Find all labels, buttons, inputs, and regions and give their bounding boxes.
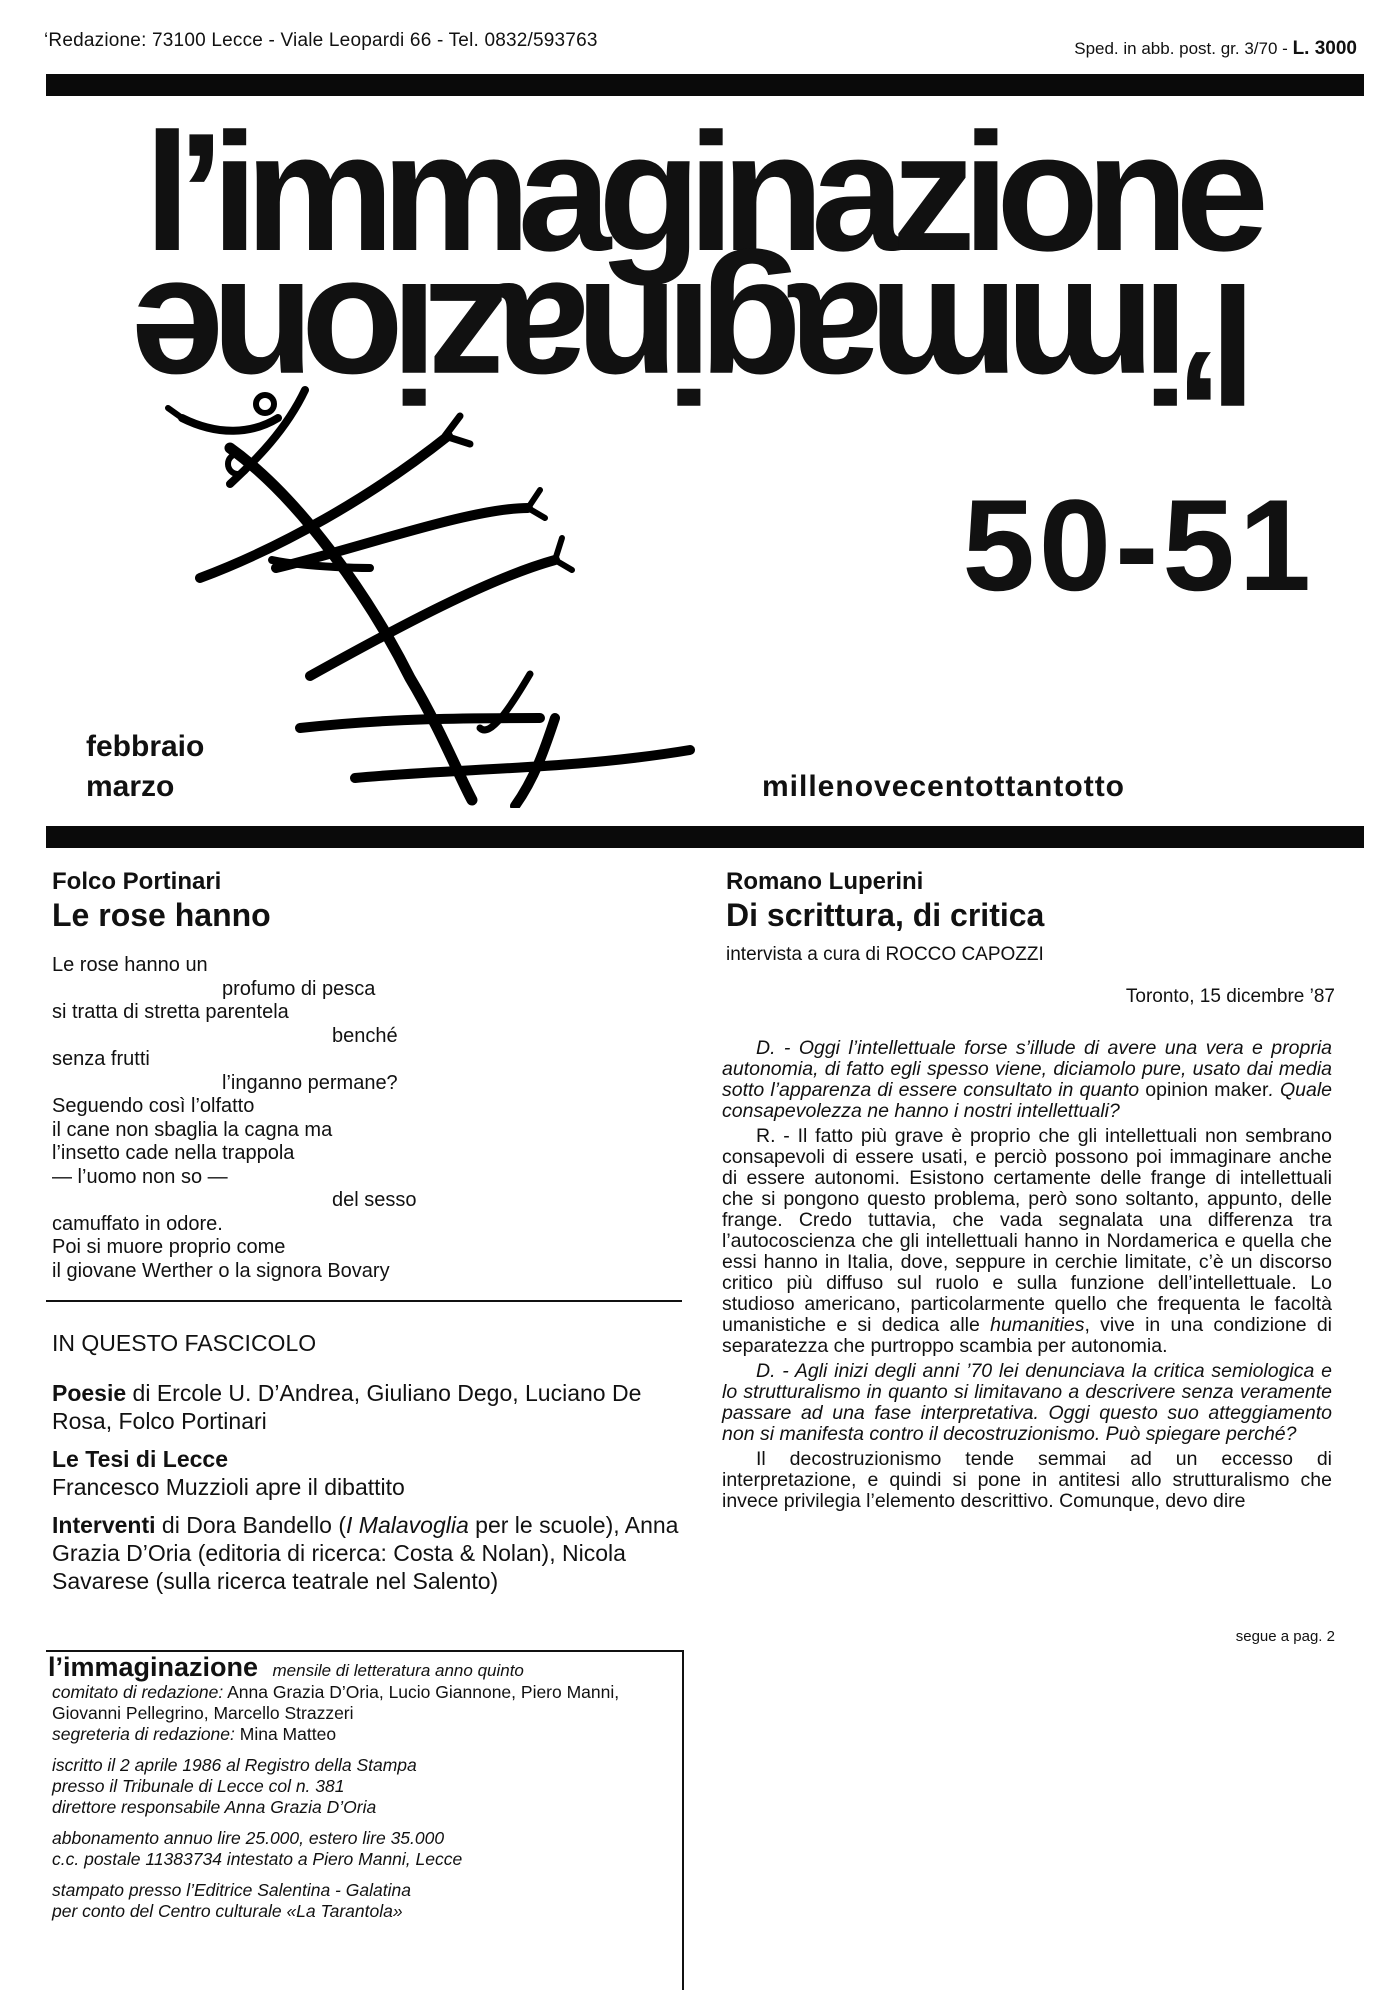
colophon-registro [52, 1755, 692, 1818]
issue-number: 50-51 [962, 472, 1315, 618]
poem-line: del sesso [332, 1189, 417, 1211]
interview-subtitle: intervista a cura di ROCCO CAPOZZI [726, 944, 1044, 965]
colophon-tagline: mensile di letteratura anno quinto [272, 1661, 524, 1680]
month-1: febbraio [86, 730, 205, 763]
top-rule [46, 74, 1364, 96]
abbonamento-line-2: c.c. postale 11383734 intestato a Piero Manni, Lecce [52, 1849, 463, 1869]
registro-line-3: direttore responsabile Anna Grazia D’Oria [52, 1797, 377, 1817]
registro-line-2: presso il Tribunale di Lecce col n. 381 [52, 1776, 345, 1796]
interventi-text-b: per le scuole), Anna Grazia D’Oria (editoria di ricerca: Costa & Nolan), Nicola Savarese (sulla ricerca teatrale nel Salento) [52, 1512, 679, 1594]
contents-heading: IN QUESTO FASCICOLO [52, 1330, 317, 1356]
poesie-label: Poesie [52, 1380, 127, 1406]
poesie-text: di Ercole U. D’Andrea, Giuliano Dego, Luciano De Rosa, Folco Portinari [52, 1380, 642, 1434]
editorial-address: ‘Redazione: 73100 Lecce - Viale Leopardi 66 - Tel. 0832/593763 [44, 30, 598, 51]
segreteria-text: Mina Matteo [239, 1724, 337, 1744]
poem-title: Le rose hanno [52, 897, 271, 933]
question-1-b: . Quale consapevolezza ne hanno i nostri intellettuali? [722, 1079, 1332, 1122]
answer-1-a: R. - Il fatto più grave è proprio che gli intellettuali non sembrano consapevoli di essere usati, e perciò possono poi immaginare anche di essere autonomi. Esistono certamente delle frange di intellettuali che si pongono questo problema, però sono soltanto, appunto, delle frange. Credo tuttavia, che vada segnalata una differenza tra l’autocoscienza che gli intellettuali hanno in Nordamerica e quella che essi hanno in Italia, dove, seppure in cerchie limitate, c’è un discorso critico più diffuso sul ruolo e sulla funzione dell’intellettuale. Lo studioso americano, particolarmente quello che frequenta le facoltà umanistiche e si dedica alle [722, 1125, 1332, 1336]
poem-line: si tratta di stretta parentela [52, 1001, 289, 1023]
poem-line: Seguendo così l’olfatto [52, 1095, 255, 1117]
poem-line: il cane non sbaglia la cagna ma [52, 1118, 333, 1141]
masthead-title-mirrored: l’immaginazione [144, 248, 1256, 436]
interview-title: Di scrittura, di critica [726, 897, 1045, 933]
registro-line-1: iscritto il 2 aprile 1986 al Registro della Stampa [52, 1755, 417, 1775]
poem-line: — l’uomo non so — [52, 1165, 228, 1188]
abbonamento-line-1: abbonamento annuo lire 25.000, estero lire 35.000 [52, 1828, 445, 1848]
contents-poesie [52, 1379, 692, 1435]
poem-line: benché [332, 1024, 398, 1047]
poem-line: Le rose hanno un [52, 954, 208, 976]
divider-rule [46, 1300, 682, 1302]
poem-line: Poi si muore proprio come [52, 1236, 286, 1258]
answer-1 [722, 1126, 1332, 1357]
tesi-label: Le Tesi di Lecce [52, 1446, 228, 1472]
question-1 [722, 1038, 1332, 1122]
question-1-plain: opinion maker [1145, 1079, 1269, 1101]
question-1-a: D. - Oggi l’intellettuale forse s’illude di avere una vera e propria autonomia, di fatto egli spesso viene, diciamolo pure, usato dai media sotto l’apparenza di essere consultato in quanto [722, 1037, 1332, 1101]
poem-line: camuffato in odore. [52, 1212, 223, 1235]
masthead-title: l’immaginazione [144, 98, 1256, 286]
stampa-line-2: per conto del Centro culturale «La Tarantola» [52, 1901, 403, 1921]
interventi-label: Interventi [52, 1512, 156, 1538]
interview-body [722, 1038, 1332, 1516]
contents-tesi [52, 1445, 692, 1501]
poem-author: Folco Portinari [52, 868, 222, 895]
answer-1-italic: humanities [990, 1314, 1085, 1336]
poem-line: l’insetto cade nella trappola [52, 1142, 295, 1164]
poem-line: l’inganno permane? [222, 1071, 398, 1094]
continued-note: segue a pag. 2 [1235, 1628, 1335, 1645]
colophon-abbonamento [52, 1828, 692, 1870]
month-2: marzo [86, 770, 175, 803]
colophon-body [52, 1682, 692, 1932]
segreteria-label: segreteria di redazione: [52, 1724, 235, 1744]
figure-eye-1 [256, 395, 274, 413]
question-2: D. - Agli inizi degli anni ’70 lei denunciava la critica semiologica e lo strutturalismo in quanto si limitavano a descrivere senza veramente passare ad una fase interpretativa. Oggi questo suo atteggiamento non si manifesta contro il decostruzionismo. Può spiegare perché? [722, 1360, 1332, 1445]
poem-line: il giovane Werther o la signora Bovary [52, 1259, 390, 1282]
comitato-text: Anna Grazia D’Oria, Lucio Giannone, Piero Manni, Giovanni Pellegrino, Marcello Strazzeri [52, 1682, 620, 1723]
answer-2: Il decostruzionismo tende semmai ad un eccesso di interpretazione, e quindi si pone in antitesi allo strutturalismo che invece privilegia l’elemento descrittivo. Comunque, devo dire [722, 1448, 1332, 1512]
postage-info [1074, 38, 1357, 60]
colophon-stampa [52, 1880, 692, 1922]
interview-dateline: Toronto, 15 dicembre ’87 [1125, 986, 1335, 1007]
stampa-line-1: stampato presso l’Editrice Salentina - Galatina [52, 1880, 411, 1900]
answer-1-b: , vive in una condizione di separatezza che purtroppo scambia per autonomia. [722, 1314, 1333, 1357]
interventi-italic: I Malavoglia [346, 1512, 469, 1538]
masthead-bottom-rule [46, 826, 1364, 848]
colophon-title: l’immaginazione [48, 1652, 259, 1682]
contents-box [52, 1330, 692, 1605]
year-text: millenovecentottantotto [762, 770, 1126, 803]
tesi-text: Francesco Muzzioli apre il dibattito [52, 1474, 405, 1500]
contents-interventi [52, 1511, 692, 1595]
colophon-title-line [48, 1652, 688, 1683]
poem-body [52, 954, 552, 1283]
postage-text: Sped. in abb. post. gr. 3/70 - [1074, 39, 1288, 58]
comitato-label: comitato di redazione: [52, 1682, 224, 1702]
interview-author: Romano Luperini [726, 868, 924, 895]
scribble-figure-illustration [160, 378, 720, 808]
price: L. 3000 [1292, 38, 1357, 59]
poem-line: profumo di pesca [222, 977, 376, 1000]
poem-line: senza frutti [52, 1048, 150, 1070]
colophon-staff [52, 1682, 692, 1745]
interventi-text-a: di Dora Bandello ( [161, 1512, 347, 1538]
